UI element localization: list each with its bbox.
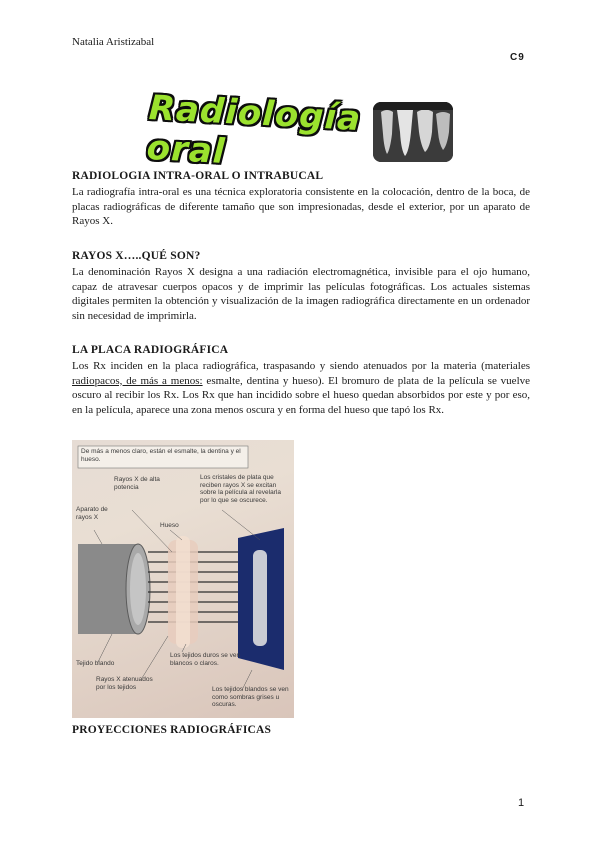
paragraph-intraoral: La radiografía intra-oral es una técnica exploratoria consistente en la colocación, dentro de la boca, de placas radiográficas de diferente tamaño que son impresionadas, desde el exterior, por un aparato de Rayos X.	[72, 186, 530, 228]
plate-text-before: Los Rx inciden en la placa radiográfica, traspasando y siendo atenuados por la materia (materiales	[72, 360, 530, 372]
label-apparatus: Aparato de rayos X	[76, 506, 108, 521]
label-soft-tissue: Tejido blando	[76, 660, 115, 667]
section-projections	[72, 724, 530, 739]
heading-xrays: RAYOS X…..QUÉ SON?	[72, 250, 201, 262]
label-high-power: Rayos X de alta potencia	[114, 476, 160, 491]
label-attenuated: Rayos X atenuados por los tejidos	[96, 676, 153, 691]
section-xrays	[72, 250, 530, 323]
xray-diagram-figure	[72, 440, 294, 718]
figure-caption: De más a menos claro, están el esmalte, la dentina y el hueso.	[81, 448, 241, 463]
paragraph-radiographic-plate	[72, 359, 530, 417]
banner-title: Radiología oral	[145, 88, 363, 173]
heading-radiographic-plate: LA PLACA RADIOGRÁFICA	[72, 344, 229, 356]
label-hard-tissue: Los tejidos duros se ven blancos o claros.	[170, 652, 241, 667]
section-intraoral	[72, 170, 530, 229]
section-radiographic-plate	[72, 344, 530, 417]
plate-text-after: esmalte, dentina y hueso). El bromuro de plata de la película se vuelve oscuro al recibir los Rx. Los Rx que han incidido sobre el hueso quedan absorbidos por este y por eso, en la película, aparece una zona menos oscura y en forma del hueso que tapó los Rx.	[72, 374, 531, 416]
dental-xray-thumbnail-icon	[373, 102, 453, 162]
page-number: 1	[518, 797, 525, 809]
heading-projections: PROYECCIONES RADIOGRÁFICAS	[72, 724, 272, 736]
document-code: C9	[510, 52, 525, 63]
title-banner	[145, 84, 455, 173]
paragraph-xrays: La denominación Rayos X designa a una radiación electromagnética, invisible para el ojo humano, capaz de atravesar cuerpos opacos y de imprimir las películas fotográficas. Los actuales sistemas digitales permiten la obtención y visualización de la imagen radiográfica directamente en un ordenador sin necesidad de imprimirla.	[72, 266, 530, 322]
label-bone: Hueso	[160, 522, 179, 529]
label-silver: Los cristales de plata que reciben rayos X se excitan sobre la película al revelarla por lo que se oscurece.	[200, 474, 281, 504]
heading-intraoral: RADIOLOGIA INTRA-ORAL O INTRABUCAL	[72, 170, 324, 182]
author-name: Natalia Aristizabal	[72, 36, 155, 48]
label-soft-dark: Los tejidos blandos se ven como sombras grises u oscuras.	[212, 686, 289, 708]
plate-text-underlined: radiopacos, de más a menos:	[72, 374, 203, 387]
